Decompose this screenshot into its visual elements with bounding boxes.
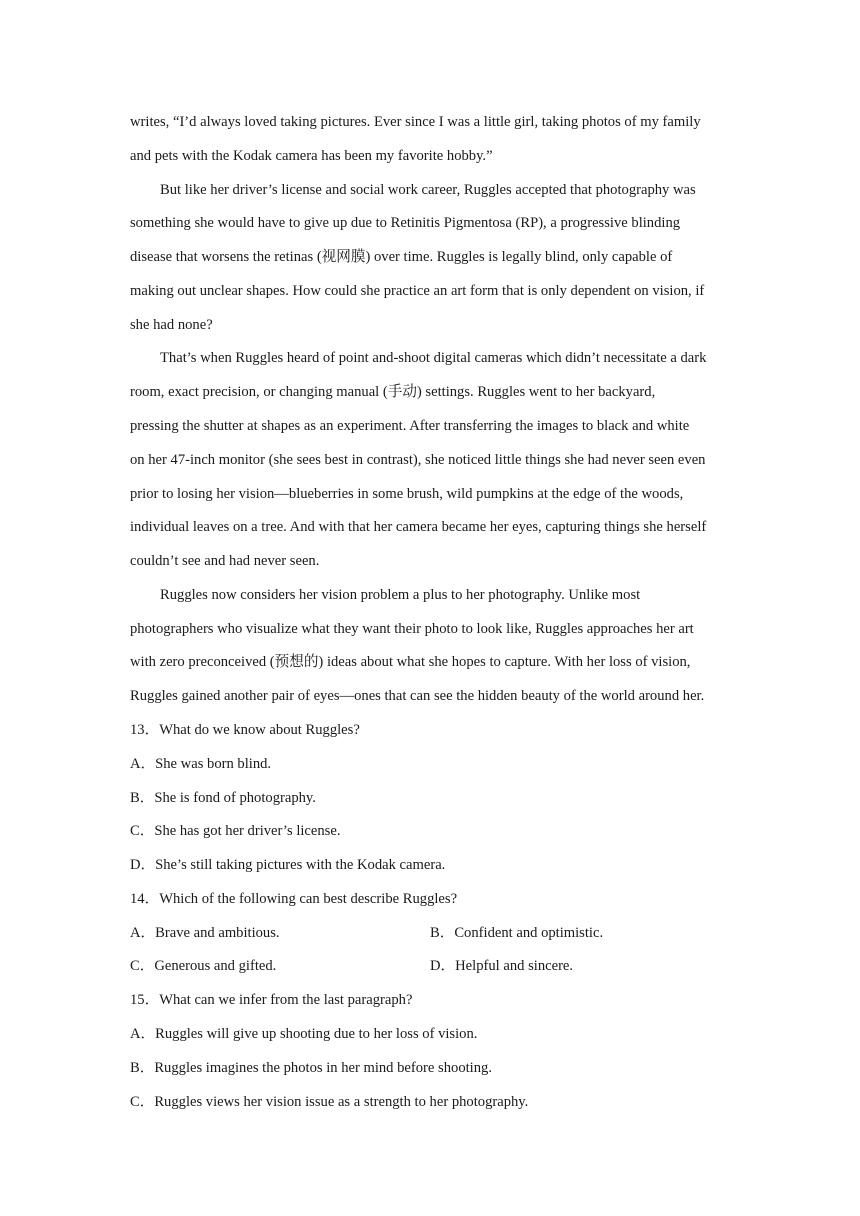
question-13-option-d: D．She’s still taking pictures with the Kodak camera. [130,857,446,873]
passage-line: individual leaves on a tree. And with that her camera became her eyes, capturing things she herself [130,519,707,535]
question-14-option-c: C．Generous and gifted. [130,958,277,974]
passage-line: something she would have to give up due to Retinitis Pigmentosa (RP), a progressive blinding [130,215,681,231]
passage-line: writes, “I’d always loved taking pictures. Ever since I was a little girl, taking photos of my family [130,114,701,130]
passage-line: and pets with the Kodak camera has been my favorite hobby.” [130,148,493,164]
passage-line: That’s when Ruggles heard of point and-shoot digital cameras which didn’t necessitate a dark [160,350,707,366]
passage-line: Ruggles gained another pair of eyes—ones that can see the hidden beauty of the world around her. [130,688,705,704]
passage-line: But like her driver’s license and social work career, Ruggles accepted that photography was [160,182,696,198]
question-13-stem: 13．What do we know about Ruggles? [130,722,360,738]
question-13-option-b: B．She is fond of photography. [130,790,316,806]
question-14-option-b: B．Confident and optimistic. [430,925,604,941]
question-15-option-b: B．Ruggles imagines the photos in her mind before shooting. [130,1060,492,1076]
passage-line: prior to losing her vision—blueberries in some brush, wild pumpkins at the edge of the woods, [130,486,684,502]
passage-line: making out unclear shapes. How could she practice an art form that is only dependent on vision, if [130,283,705,299]
question-15-option-a: A．Ruggles will give up shooting due to her loss of vision. [130,1026,478,1042]
question-15-option-c: C．Ruggles views her vision issue as a strength to her photography. [130,1094,529,1110]
passage-line: couldn’t see and had never seen. [130,553,320,569]
question-14-option-a: A．Brave and ambitious. [130,925,280,941]
passage-line: disease that worsens the retinas (视网膜) over time. Ruggles is legally blind, only capable of [130,249,673,265]
passage-line: pressing the shutter at shapes as an experiment. After transferring the images to black and white [130,418,690,434]
question-13-option-c: C．She has got her driver’s license. [130,823,341,839]
passage-line: with zero preconceived (预想的) ideas about what she hopes to capture. With her loss of vision, [130,654,691,670]
passage-line: on her 47-inch monitor (she sees best in contrast), she noticed little things she had never seen even [130,452,706,468]
passage-line: she had none? [130,317,213,333]
question-15-stem: 15．What can we infer from the last paragraph? [130,992,413,1008]
question-14-option-d: D．Helpful and sincere. [430,958,574,974]
question-13-option-a: A．She was born blind. [130,756,272,772]
passage-line: photographers who visualize what they want their photo to look like, Ruggles approaches her art [130,621,694,637]
passage-line: room, exact precision, or changing manual (手动) settings. Ruggles went to her backyard, [130,384,656,400]
passage-line: Ruggles now considers her vision problem a plus to her photography. Unlike most [160,587,641,603]
question-14-stem: 14．Which of the following can best describe Ruggles? [130,891,458,907]
